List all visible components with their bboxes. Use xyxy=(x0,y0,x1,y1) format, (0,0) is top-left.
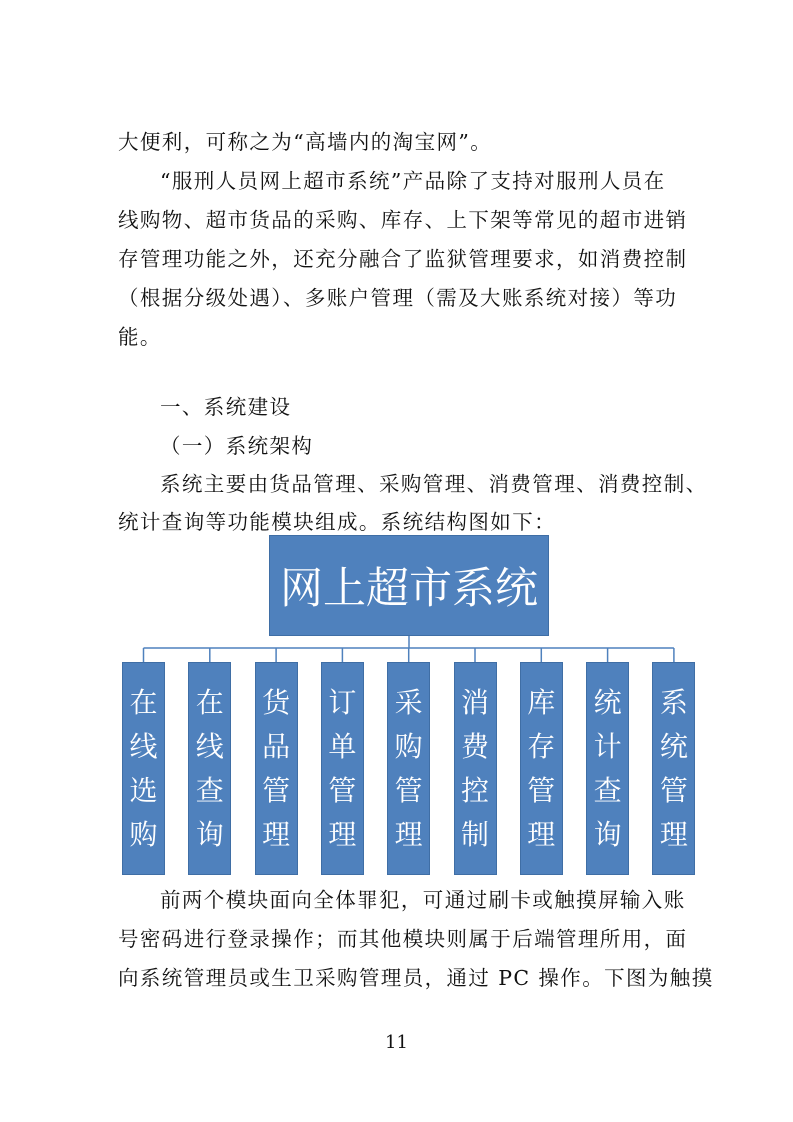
module-char: 理 xyxy=(659,817,688,851)
module-char: 线 xyxy=(195,729,224,763)
diagram-module-box xyxy=(188,662,231,875)
text-line: 存管理功能之外，还充分融合了监狱管理要求，如消费控制 xyxy=(118,247,688,271)
module-char: 选 xyxy=(129,773,158,807)
module-char: 管 xyxy=(659,773,688,807)
text-line: （根据分级处遇）、多账户管理（需及大账系统对接）等功 xyxy=(118,286,678,310)
module-char: 制 xyxy=(460,817,489,851)
module-char: 控 xyxy=(460,773,489,807)
text-line: 系统主要由货品管理、采购管理、消费管理、消费控制、 xyxy=(160,472,708,496)
text-line: 线购物、超市货品的采购、库存、上下架等常见的超市进销 xyxy=(118,208,688,232)
module-char: 线 xyxy=(129,729,158,763)
module-char: 统 xyxy=(659,729,688,763)
module-char: 在 xyxy=(195,685,224,719)
section-heading: 一、系统建设 xyxy=(160,395,292,419)
module-char: 存 xyxy=(527,729,556,763)
section-subheading: （一）系统架构 xyxy=(160,434,314,458)
diagram-module-box xyxy=(387,662,430,875)
module-char: 管 xyxy=(328,773,357,807)
diagram-module-box xyxy=(586,662,629,875)
module-char: 理 xyxy=(394,817,423,851)
text-line: “服刑人员网上超市系统”产品除了支持对服刑人员在 xyxy=(160,169,666,193)
module-char: 购 xyxy=(129,817,158,851)
module-char: 查 xyxy=(195,773,224,807)
diagram-root-box: 网上超市系统 xyxy=(269,535,549,636)
module-char: 管 xyxy=(394,773,423,807)
module-char: 货 xyxy=(262,685,291,719)
module-char: 费 xyxy=(460,729,489,763)
diagram-module-box xyxy=(454,662,497,875)
diagram-module-box xyxy=(122,662,165,875)
text-line: 能。 xyxy=(118,325,162,349)
text-line: 前两个模块面向全体罪犯，可通过刷卡或触摸屏输入账 xyxy=(160,888,686,912)
module-char: 统 xyxy=(593,685,622,719)
module-char: 库 xyxy=(527,685,556,719)
module-char: 查 xyxy=(593,773,622,807)
module-char: 计 xyxy=(593,729,622,763)
diagram-module-box xyxy=(652,662,695,875)
module-char: 询 xyxy=(195,817,224,851)
module-char: 品 xyxy=(262,729,291,763)
text-line: 号密码进行登录操作；而其他模块则属于后端管理所用，面 xyxy=(118,927,688,951)
module-char: 理 xyxy=(328,817,357,851)
module-char: 消 xyxy=(460,685,489,719)
module-char: 理 xyxy=(262,817,291,851)
text-line: 大便利，可称之为“高墙内的淘宝网”。 xyxy=(118,130,493,154)
diagram-module-box xyxy=(321,662,364,875)
module-char: 管 xyxy=(262,773,291,807)
module-char: 管 xyxy=(527,773,556,807)
text-line: 统计查询等功能模块组成。系统结构图如下： xyxy=(118,510,556,534)
module-char: 理 xyxy=(527,817,556,851)
diagram-module-box xyxy=(520,662,563,875)
text-line: 向系统管理员或生卫采购管理员，通过 PC 操作。下图为触摸 xyxy=(118,966,714,990)
module-char: 购 xyxy=(394,729,423,763)
page-number: 11 xyxy=(385,1032,408,1053)
module-char: 订 xyxy=(328,685,357,719)
module-char: 询 xyxy=(593,817,622,851)
module-char: 采 xyxy=(394,685,423,719)
module-char: 单 xyxy=(328,729,357,763)
module-char: 系 xyxy=(659,685,688,719)
diagram-module-box xyxy=(255,662,298,875)
module-char: 在 xyxy=(129,685,158,719)
